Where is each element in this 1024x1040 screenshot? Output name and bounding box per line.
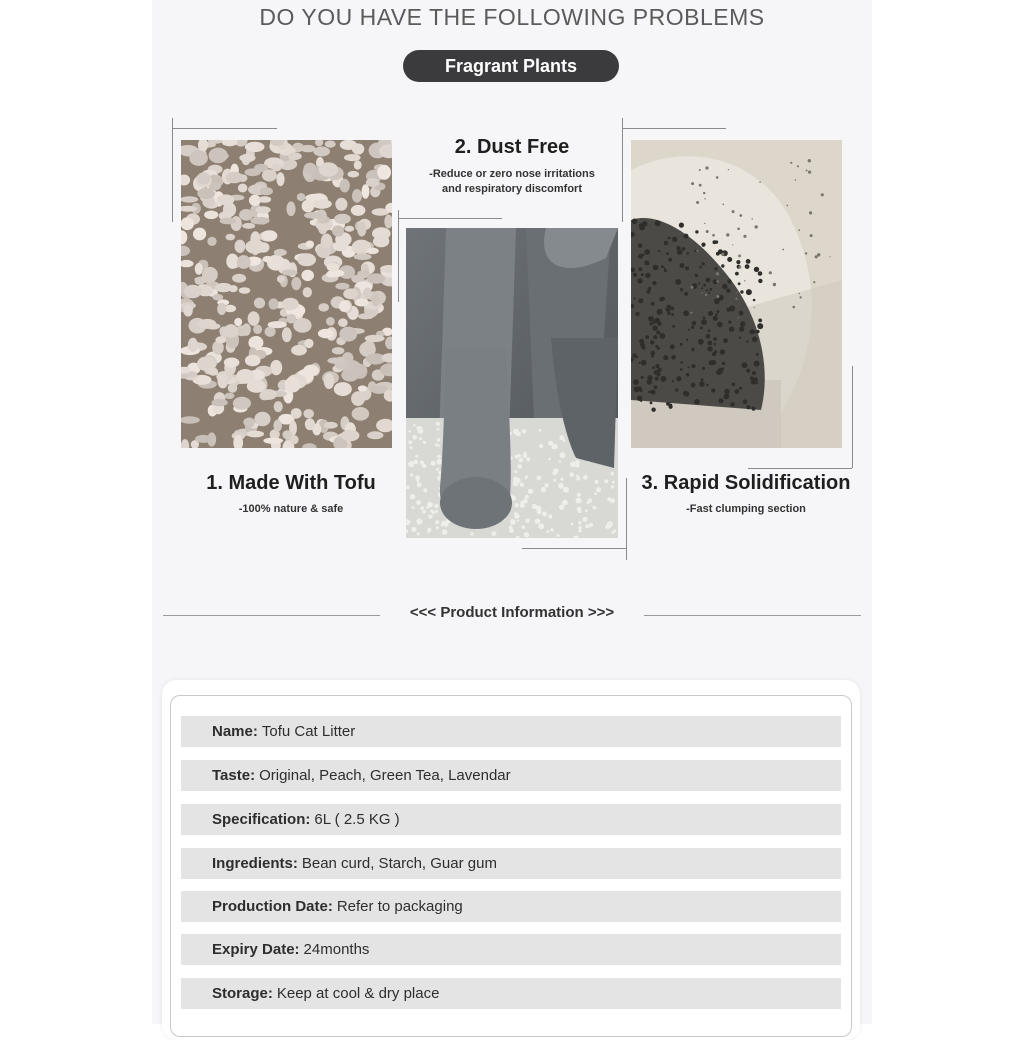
info-key: Expiry Date: xyxy=(212,941,300,958)
frame-line xyxy=(622,118,623,222)
clumped-litter-photo xyxy=(631,140,842,448)
feature-subtitle-dust-free: -Reduce or zero nose irritations and respiratory discomfort xyxy=(429,168,595,195)
info-row-taste xyxy=(181,760,841,791)
info-key: Specification: xyxy=(212,811,311,828)
frame-line xyxy=(172,118,173,222)
info-key: Taste: xyxy=(212,767,256,784)
info-key: Storage: xyxy=(212,985,273,1002)
info-row-expiry-date xyxy=(181,934,841,965)
cat-paws-photo xyxy=(406,228,618,538)
info-value: Refer to packaging xyxy=(336,898,463,915)
info-value: 6L ( 2.5 KG ) xyxy=(314,811,400,828)
info-row-name xyxy=(181,716,841,747)
frame-line xyxy=(398,210,399,302)
info-value: 24months xyxy=(303,941,370,958)
info-key: Name: xyxy=(212,723,258,740)
info-value: Original, Peach, Green Tea, Lavendar xyxy=(259,767,511,784)
info-key: Ingredients: xyxy=(212,855,298,872)
info-key: Production Date: xyxy=(212,898,333,915)
info-value: Bean curd, Starch, Guar gum xyxy=(301,855,497,872)
page-headline: DO YOU HAVE THE FOLLOWING PROBLEMS xyxy=(259,4,765,30)
feature-title-dust-free: 2. Dust Free xyxy=(454,136,570,158)
info-row-ingredients xyxy=(181,848,841,879)
feature-title-rapid-solidification: 3. Rapid Solidification xyxy=(641,472,851,494)
feature-title-tofu: 1. Made With Tofu xyxy=(206,472,376,494)
fragrant-plants-badge: Fragrant Plants xyxy=(403,50,619,82)
feature-subtitle-tofu: -100% nature & safe xyxy=(238,503,344,515)
info-row-specification xyxy=(181,804,841,835)
info-value: Keep at cool & dry place xyxy=(276,985,440,1002)
feature-subtitle-rapid-solidification: -Fast clumping section xyxy=(686,503,806,515)
info-row-production-date xyxy=(181,891,841,922)
frame-line xyxy=(748,468,852,469)
frame-line xyxy=(626,478,627,560)
info-row-storage xyxy=(181,978,841,1009)
frame-line xyxy=(852,366,853,468)
info-value: Tofu Cat Litter xyxy=(261,723,356,740)
frame-line xyxy=(172,128,277,129)
frame-line xyxy=(398,218,502,219)
tofu-litter-photo xyxy=(181,140,392,448)
frame-line xyxy=(622,128,726,129)
frame-line xyxy=(522,548,626,549)
product-information-heading: <<< Product Information >>> xyxy=(380,604,644,621)
